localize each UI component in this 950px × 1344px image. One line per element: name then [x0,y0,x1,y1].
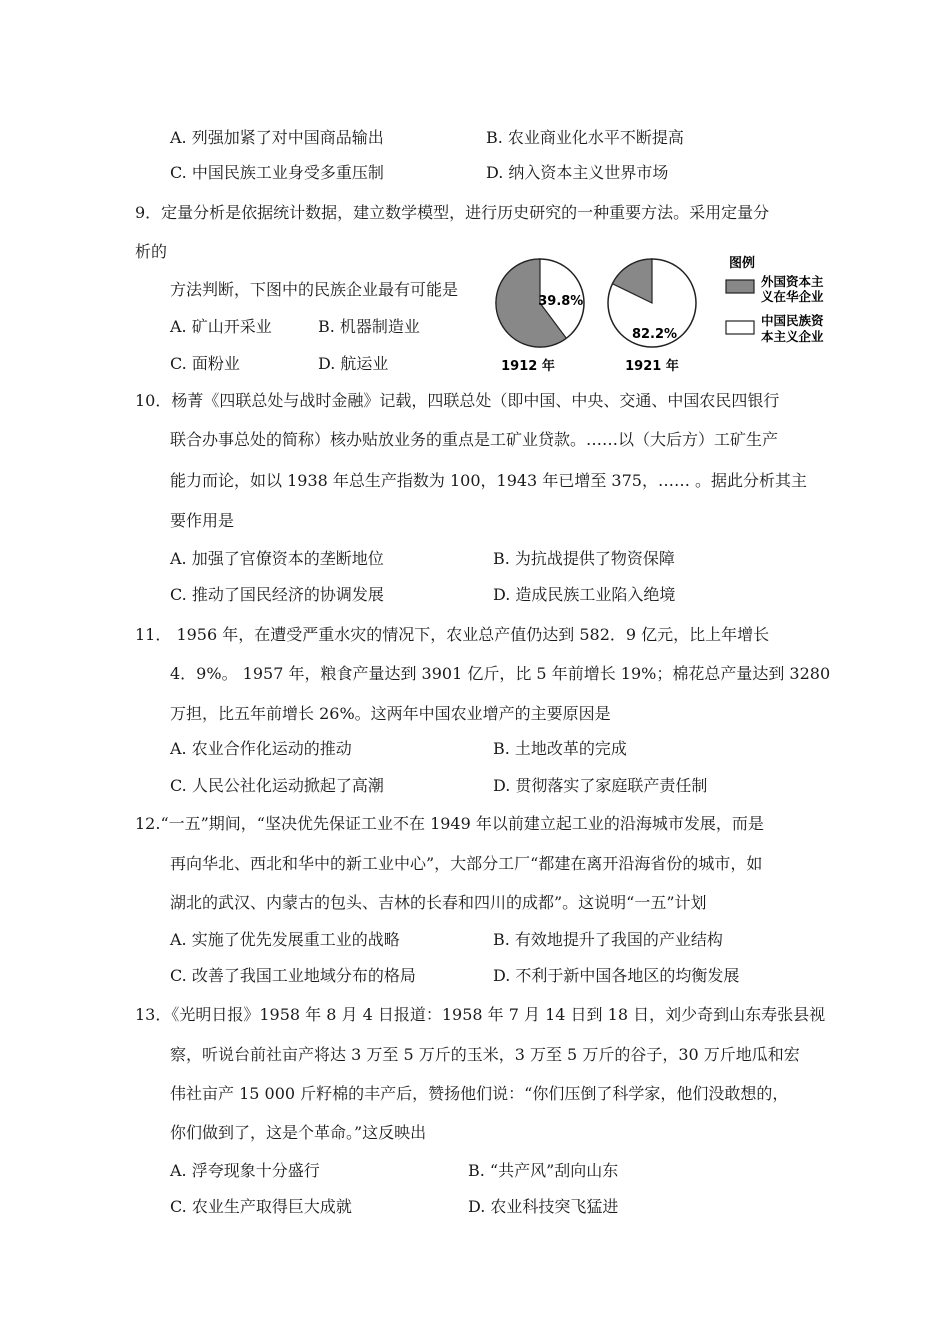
q12-option-a: A. 实施了优先发展重工业的战略 [170,930,400,949]
legend-national-label-line2: 本主义企业 [761,329,824,344]
q9-stem-line3: 方法判断，下图中的民族企业最有可能是 [170,280,459,299]
q13-stem-line2: 察，听说台前社亩产将达 3 万至 5 万斤的玉米，3 万至 5 万斤的谷子，30 万斤地瓜和宏 [170,1045,800,1064]
q9-option-c: C. 面粉业 [170,354,240,373]
q11-stem-line1: 11． 1956 年，在遭受严重水灾的情况下，农业总产值仍达到 582．9 亿元，比上年增长 [135,625,770,644]
q13-stem-line3: 伟社亩产 15 000 斤籽棉的丰产后，赞扬他们说：“你们压倒了科学家，他们没敢想的， [170,1084,789,1103]
legend-title: 图例 [729,256,756,271]
q11-stem-line2: 4．9%。 1957 年，粮食产量达到 3901 亿斤，比 5 年前增长 19%；棉花总产量达到 3280 [170,664,831,683]
legend-foreign-label-line1: 外国资本主 [761,274,824,289]
q10-stem-line2: 联合办事总处的简称）核办贴放业务的重点是工矿业贷款。……以（大后方）工矿生产 [170,430,779,449]
q11-stem-line3: 万担，比五年前增长 26%。这两年中国农业增产的主要原因是 [170,704,611,723]
q9-stem-line2: 析的 [135,242,168,261]
q10-stem-line4: 要作用是 [170,511,235,530]
q8-option-b: B. 农业商业化水平不断提高 [486,128,684,147]
q9-option-d: D. 航运业 [318,354,389,373]
q13-stem-line1: 13．《光明日报》1958 年 8 月 4 日报道：1958 年 7 月 14 日到 18 日，刘少奇到山东寿张县视 [135,1005,826,1024]
q8-option-a: A. 列强加紧了对中国商品输出 [170,128,384,147]
q11-option-d: D. 贯彻落实了家庭联产责任制 [493,776,708,795]
q10-option-d: D. 造成民族工业陷入绝境 [493,585,676,604]
q10-option-a: A. 加强了官僚资本的垄断地位 [170,549,384,568]
pie-year-label-1912: 1912 年 [501,359,555,374]
legend-swatch-foreign [726,280,754,293]
q13-option-b: B. “共产风”刮向山东 [468,1161,619,1180]
q13-stem-line4: 你们做到了，这是个革命。”这反映出 [170,1123,427,1142]
q12-option-c: C. 改善了我国工业地域分布的格局 [170,966,416,985]
pie-percent-label-0: 39.8% [538,293,584,309]
q10-stem-line3: 能力而论，如以 1938 年总生产指数为 100，1943 年已增至 375，…… 。据此分析其主 [170,471,808,490]
legend-swatch-national [726,321,754,334]
pie-percent-label-1: 82.2% [631,326,678,342]
q12-stem-line2: 再向华北、西北和华中的新工业中心”，大部分工厂“都建在离开沿海省份的城市，如 [170,854,763,873]
q10-stem-line1: 10．杨菁《四联总处与战时金融》记载，四联总处（即中国、中央、交通、中国农民四银行 [135,391,780,410]
q11-option-c: C. 人民公社化运动掀起了高潮 [170,776,384,795]
pie-year-label-1921: 1921 年 [625,359,679,374]
q12-stem-line1: 12.“一五”期间，“坚决优先保证工业不在 1949 年以前建立起工业的沿海城市发展，而是 [135,814,764,833]
q13-option-c: C. 农业生产取得巨大成就 [170,1197,352,1216]
q10-option-b: B. 为抗战提供了物资保障 [493,549,675,568]
q13-option-d: D. 农业科技突飞猛进 [468,1197,619,1216]
q11-option-b: B. 土地改革的完成 [493,739,627,758]
q12-option-b: B. 有效地提升了我国的产业结构 [493,930,723,949]
legend-national-label-line1: 中国民族资 [761,313,824,328]
q12-option-d: D. 不利于新中国各地区的均衡发展 [493,966,740,985]
q9-stem-line1: 9．定量分析是依据统计数据，建立数学模型，进行历史研究的一种重要方法。采用定量分 [135,203,770,222]
enterprise-share-pie-chart [488,255,848,375]
q13-option-a: A. 浮夸现象十分盛行 [170,1161,320,1180]
q9-option-b: B. 机器制造业 [318,317,420,336]
q11-option-a: A. 农业合作化运动的推动 [170,739,352,758]
q8-option-c: C. 中国民族工业身受多重压制 [170,163,384,182]
q12-stem-line3: 湖北的武汉、内蒙古的包头、吉林的长春和四川的成都”。这说明“一五”计划 [170,893,707,912]
legend-foreign-label-line2: 义在华企业 [761,289,824,304]
q8-option-d: D. 纳入资本主义世界市场 [486,163,669,182]
q10-option-c: C. 推动了国民经济的协调发展 [170,585,384,604]
q9-option-a: A. 矿山开采业 [170,317,272,336]
